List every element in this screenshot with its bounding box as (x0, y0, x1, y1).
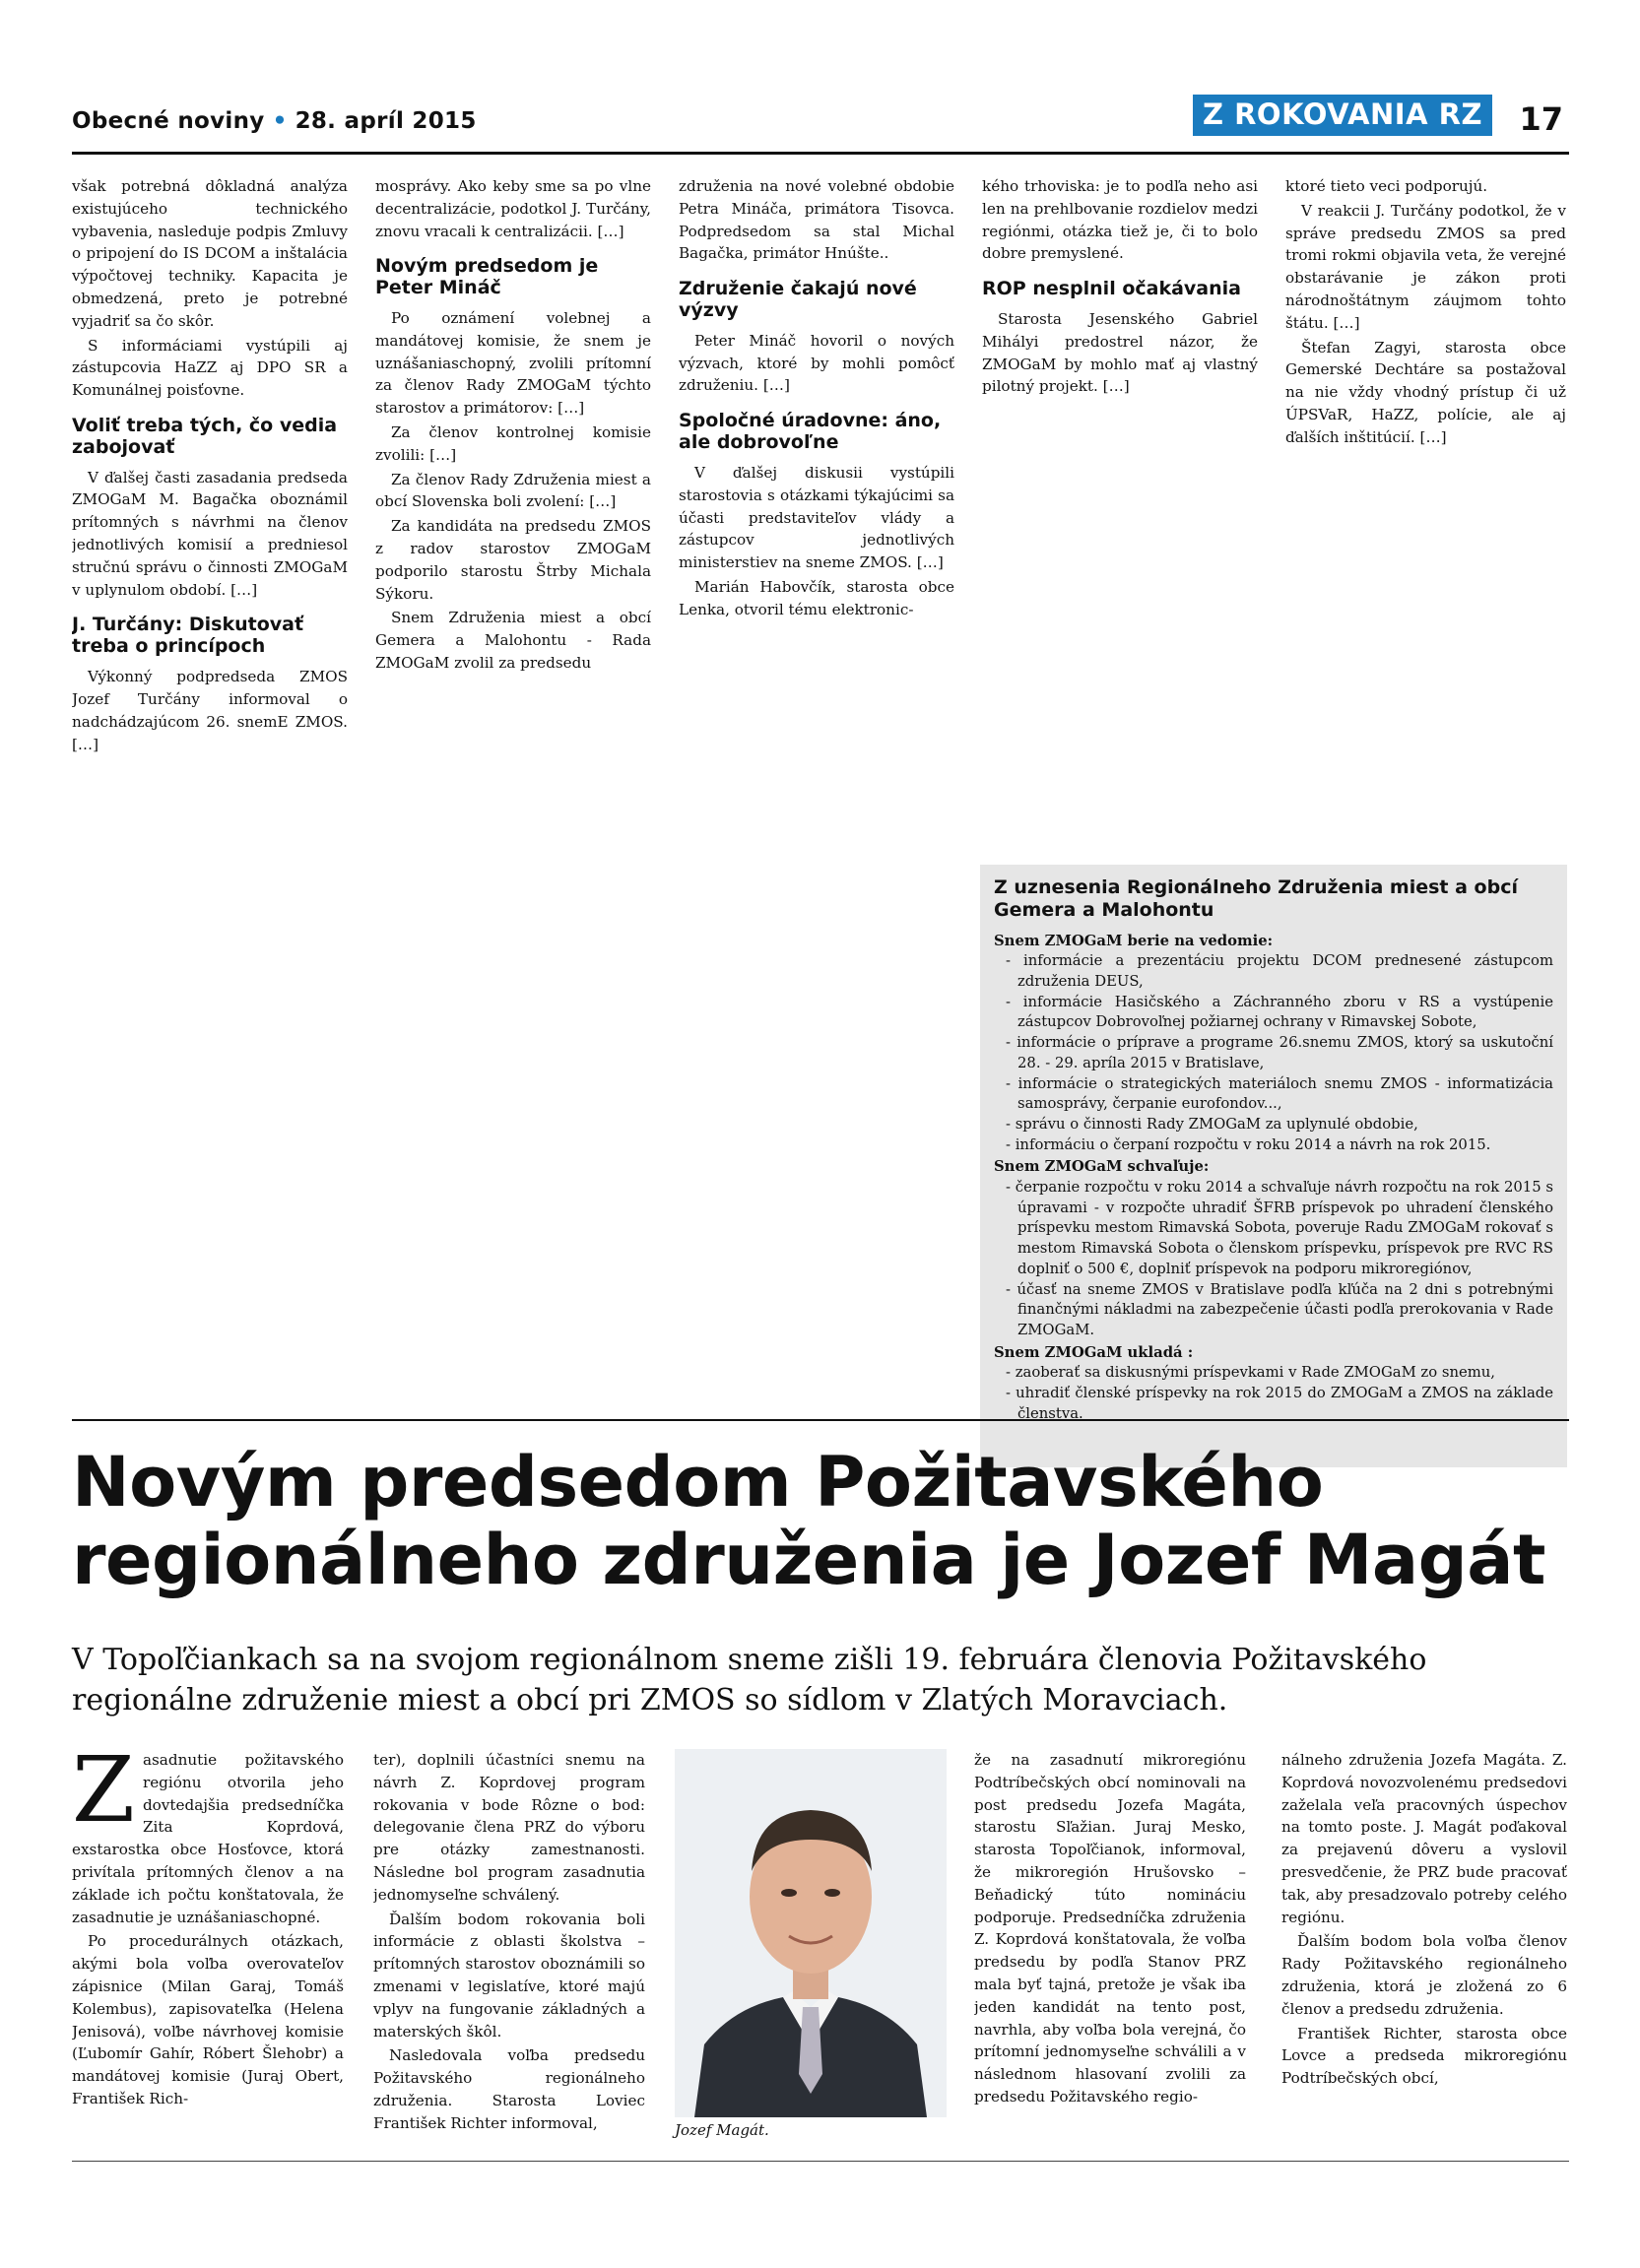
subheading: J. Turčány: Diskutovať treba o princípoch (72, 614, 304, 658)
paragraph: však potrebná dôkladná analýza existujúceho technického vybavenia, nasleduje podpis Zmluvy o pripojení do IS DCOM a inštalácia výpočtovej techniky. Kapacita je obmedzená, preto je potrebné vyjadriť sa čo skôr. (72, 177, 348, 330)
paragraph: ter), doplnili účastníci snemu na návrh Z. Koprdovej program rokovania v bode Rôzne o bod: delegovanie člena PRZ do výboru pre otázky zamestnanosti. Následne bol program zasadnutia jednomyseľne schválený. (373, 1751, 645, 1904)
subheading: ROP nesplnil očakávania (982, 278, 1241, 300)
list-item: - účasť na sneme ZMOS v Bratislave podľa kľúča na 2 dni s potrebnými finančnými nákladmi na zabezpečenie účasti podľa prerokovania v Rade ZMOGaM. (1006, 1280, 1553, 1338)
headline-line: regionálneho združenia je Jozef Magát (72, 1520, 1545, 1601)
paragraph: Za členov kontrolnej komisie zvolili: […] (375, 423, 651, 464)
drop-cap: Z (72, 1749, 135, 1843)
paragraph: že na zasadnutí mikroregiónu Podtríbečských obcí nominovali na post predsedu Jozefa Magáta, starostu Sľažian. Juraj Mesko, starosta Topoľčianok, informoval, že mikroregión Hrušovsko – Beňadický túto nomináciu podporuje. Predsedníčka združenia Z. Koprdová konštatovala, že voľba predsedu by podľa Stanov PRZ mala byť tajná, pretože je však iba jeden kandidát na tento post, navrhla, aby voľba bola verejná, čo prítomní jednomyseľne schválili a v následnom hlasovaní zvolili za predsedu Požitavského regio- (974, 1751, 1246, 2106)
separator-dot: • (272, 108, 288, 134)
box-group-heading: Snem ZMOGaM ukladá : (994, 1343, 1194, 1361)
section-divider (72, 1419, 1569, 1421)
lower-article (72, 1749, 1569, 2139)
column-3 (679, 175, 954, 1396)
section-label: Z ROKOVANIA RZ (1193, 95, 1492, 136)
paragraph: združenia na nové volebné obdobie Petra Mináča, primátora Tisovca. Podpredsedom sa stal Michal Bagačka, primátor Hnúšte.. (679, 177, 954, 263)
list-item: - čerpanie rozpočtu v roku 2014 a schvaľuje návrh rozpočtu na rok 2015 s úpravami - v rozpočte uhradiť ŠFRB príspevok po uhradení členského príspevku mestom Rimavská Sobota, poveruje Radu ZMOGaM rokovať s mestom Rimavská Sobota o členskom príspevku, príspevok pre RVC RS doplniť o 500 €, doplniť príspevok na podporu mikroregiónov, (1006, 1179, 1553, 1277)
list-item: - správu o činnosti Rady ZMOGaM za uplynulé obdobie, (1006, 1115, 1418, 1133)
paragraph: Ďalším bodom bola voľba členov Rady Požitavského regionálneho združenia, ktorá je zložená zo 6 členov a predsedu združenia. (1281, 1932, 1567, 2018)
paragraph: kého trhoviska: je to podľa neho asi len na prehlbovanie rozdielov medzi regiónmi, otázka tiež je, či to bolo dobre premyslené. (982, 177, 1258, 263)
paragraph: Po oznámení volebnej a mandátovej komisie, že snem je uznášaniaschopný, zvolili prítomní za členov Rady ZMOGaM týchto starostov a primátorov: […] (375, 309, 651, 418)
paragraph: Nasledovala voľba predsedu Požitavského regionálneho združenia. Starosta Loviec František Richter informoval, (373, 2046, 645, 2132)
publication-name: Obecné noviny (72, 108, 265, 134)
column-2 (375, 175, 651, 1396)
paragraph: asadnutie požitavského regiónu otvorila jeho dovtedajšia predsedníčka Zita Koprdová, exstarostka obce Hosťovce, ktorá privítala prítomných členov a na základe ich počtu konštatovala, že zasadnutie je uznášaniaschopné. (72, 1751, 344, 1926)
list-item: - informácie o príprave a programe 26.snemu ZMOS, ktorý sa uskutoční 28. - 29. apríla 2015 v Bratislave, (1006, 1034, 1553, 1071)
paragraph: Výkonný podpredseda ZMOS Jozef Turčány informoval o nadchádzajúcom 26. snemE ZMOS. […] (72, 668, 348, 753)
list-item: - informácie a prezentáciu projektu DCOM prednesené zástupcom združenia DEUS, (1006, 952, 1553, 990)
paragraph: ktoré tieto veci podporujú. (1285, 177, 1488, 195)
bottom-divider (72, 2161, 1569, 2162)
article-column-5 (1281, 1749, 1567, 2133)
list-item: - informácie o strategických materiáloch snemu ZMOS - informatizácia samosprávy, čerpanie eurofondov..., (1006, 1074, 1553, 1113)
paragraph: Peter Mináč hovoril o nových výzvach, ktoré by mohli pomôcť združeniu. […] (679, 331, 954, 395)
article-lead: V Topoľčiankach sa na svojom regionálnom sneme zišli 19. februára členovia Požitavského regionálne združenie miest a obcí pri ZMOS so sídlom v Zlatých Moravciach. (72, 1643, 1427, 1717)
paragraph: Štefan Zagyi, starosta obce Gemerské Dechtáre sa postažoval na nie vždy vhodný prístup či už ÚPSVaR, HaZZ, polície, ale aj ďalších inštitúcií. […] (1285, 338, 1566, 446)
subheading: Voliť treba tých, čo vedia zabojovať (72, 414, 338, 458)
portrait-illustration (675, 1749, 947, 2117)
issue-date: 28. apríl 2015 (295, 108, 477, 134)
paragraph: V ďalšej časti zasadania predseda ZMOGaM M. Bagačka oboznámil prítomných s návrhmi na členov jednotlivých komisií a predniesol stručnú správu o činnosti ZMOGaM v uplynulom období. […] (72, 468, 348, 599)
box-list (994, 951, 1553, 1155)
masthead (72, 108, 477, 134)
list-item: - informáciu o čerpaní rozpočtu v roku 2014 a návrh na rok 2015. (1006, 1135, 1491, 1153)
box-title: Z uznesenia Regionálneho Združenia miest a obcí Gemera a Malohontu (994, 876, 1518, 921)
box-list (994, 1363, 1553, 1424)
paragraph: Po procedurálnych otázkach, akými bola voľba overovateľov zápisnice (Milan Garaj, Tomáš Kolembus), zapisovateľka (Helena Jenisová), voľbe návrhovej komisie (Ľubomír Gahír, Róbert Šlehobr) a mandátovej komisie (Juraj Obert, František Rich- (72, 1932, 344, 2107)
upper-article (72, 175, 1569, 1422)
subheading: Spoločné úradovne: áno, ale dobrovoľne (679, 410, 942, 454)
paragraph: nálneho združenia Jozefa Magáta. Z. Koprdová novozvolenému predsedovi zaželala veľa pracovných úspechov na tomto poste. J. Magát poďakoval za prejavenú dôveru a vyslovil presvedčenie, že PRZ bude pracovať tak, aby presadzovalo potreby celého regiónu. (1281, 1751, 1567, 1926)
article-column-1 (72, 1749, 344, 2133)
list-item: - zaoberať sa diskusnými príspevkami v Rade ZMOGaM zo snemu, (1006, 1364, 1495, 1382)
headline-line: Novým predsedom Požitavského (72, 1442, 1324, 1523)
paragraph: Marián Habovčík, starosta obce Lenka, otvoril tému elektronic- (679, 577, 954, 618)
page-header (72, 95, 1569, 155)
column-5 (1285, 175, 1566, 845)
paragraph: Za kandidáta na predsedu ZMOS z radov starostov ZMOGaM podporilo starostu Štrby Michala Sýkoru. (375, 517, 651, 603)
subheading: Novým predsedom je Peter Mináč (375, 255, 599, 299)
box-group-heading: Snem ZMOGaM schvaľuje: (994, 1158, 1210, 1176)
article-headline (72, 1444, 1569, 1599)
box-group-heading: Snem ZMOGaM berie na vedomie: (994, 932, 1274, 949)
paragraph: František Richter, starosta obce Lovce a predseda mikroregiónu Podtríbečských obcí, (1281, 2024, 1567, 2088)
paragraph: Za členov Rady Združenia miest a obcí Slovenska boli zvolení: […] (375, 470, 651, 511)
newspaper-page (72, 95, 1569, 2139)
box-list (994, 1178, 1553, 1341)
page-number: 17 (1519, 100, 1563, 138)
resolution-box (980, 865, 1567, 1467)
column-4 (982, 175, 1258, 845)
paragraph: Starosta Jesenského Gabriel Mihályi predostrel názor, že ZMOGaM by mohlo mať aj vlastný pilotný projekt. […] (982, 310, 1258, 396)
column-1 (72, 175, 348, 1396)
paragraph: S informáciami vystúpili aj zástupcovia HaZZ aj DPO SR a Komunálnej poisťovne. (72, 336, 348, 400)
portrait-photo (675, 1749, 947, 2117)
article-column-4 (974, 1749, 1246, 2133)
photo-caption: Jozef Magát. (675, 2121, 769, 2139)
subheading: Združenie čakajú nové výzvy (679, 278, 917, 322)
paragraph: V reakcii J. Turčány podotkol, že v správe predsedu ZMOS sa pred tromi rokmi objavila veta, že verejné obstarávanie je zákon proti národnoštátnym záujmom tohto štátu. […] (1285, 201, 1566, 332)
article-column-2 (373, 1749, 645, 2133)
paragraph: Ďalším bodom rokovania boli informácie z oblasti školstva – prítomných starostov oboznámili so zmenami v legislatíve, ktoré majú vplyv na fungovanie základných a materských škôl. (373, 1910, 645, 2041)
paragraph: mosprávy. Ako keby sme sa po vlne decentralizácie, podotkol J. Turčány, znovu vracali k centralizácii. […] (375, 177, 651, 240)
list-item: - informácie Hasičského a Záchranného zboru v RS a vystúpenie zástupcov Dobrovoľnej požiarnej ochrany v Rimavskej Sobote, (1006, 993, 1553, 1031)
list-item: - uhradiť členské príspevky na rok 2015 do ZMOGaM a ZMOS na základe členstva. (1006, 1385, 1553, 1422)
paragraph: V ďalšej diskusii vystúpili starostovia s otázkami týkajúcimi sa účasti predstaviteľov vlády a zástupcov jednotlivých ministerstiev na sneme ZMOS. […] (679, 463, 954, 572)
paragraph: Snem Združenia miest a obcí Gemera a Malohontu - Rada ZMOGaM zvolil za predsedu (375, 609, 651, 673)
